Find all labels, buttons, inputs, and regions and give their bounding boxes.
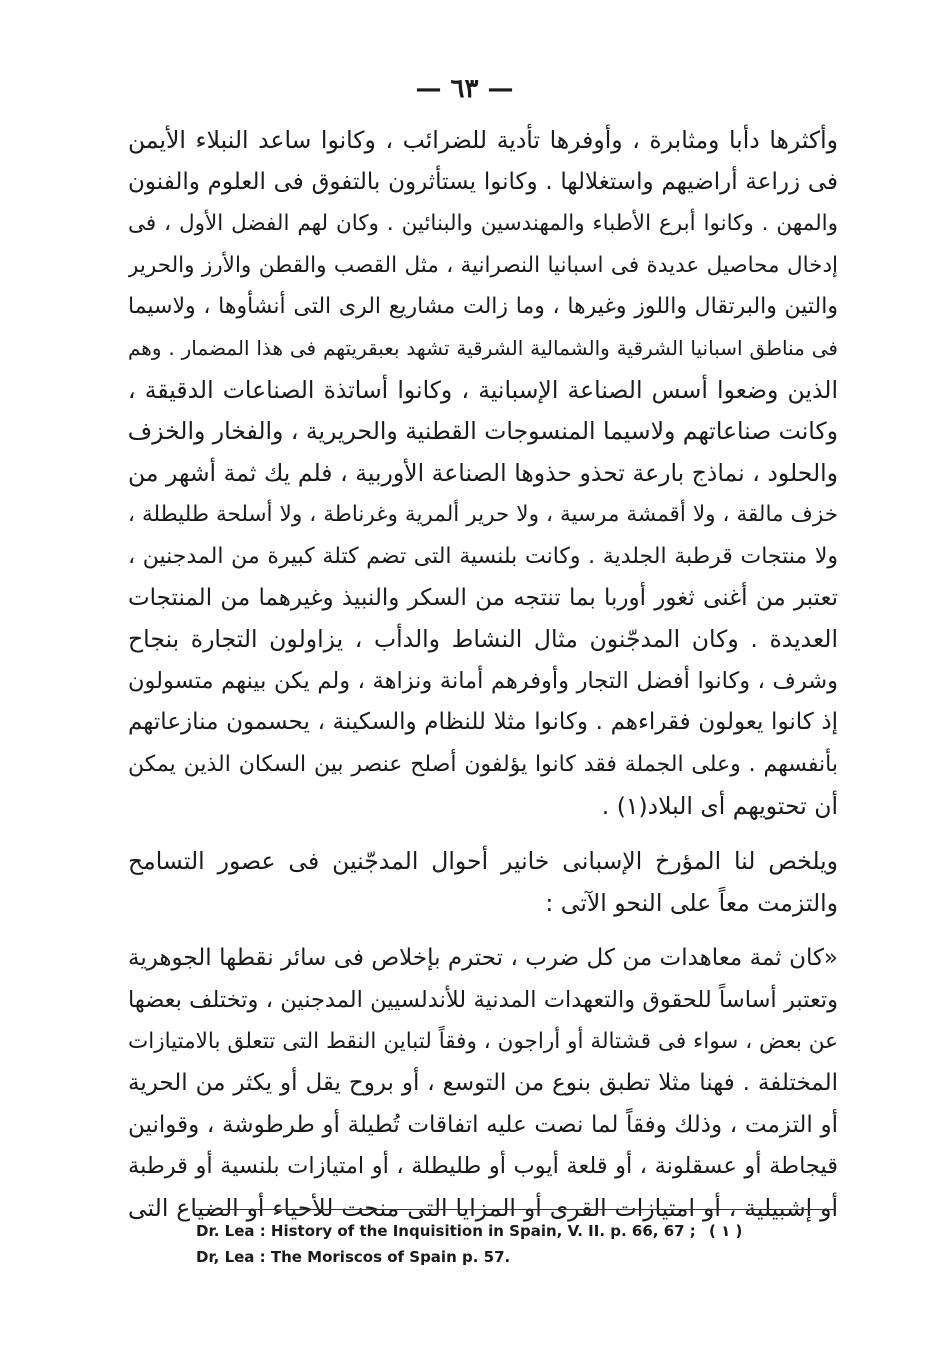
text-line: والحلود ، نماذج بارعة تحذو حذوها الصناعة الأوربية ، فلم يك ثمة أشهر من: [128, 458, 838, 487]
text-line: فى مناطق اسبانيا الشرقية والشمالية الشرقية تشهد بعبقريتهم فى هذا المضمار . وهم: [128, 335, 838, 360]
text-line: ويلخص لنا المؤرخ الإسبانى خانير أحوال المدجّنين فى عصور التسامح: [128, 847, 838, 876]
text-line: والتين والبرتقال واللوز وغيرها ، وما زالت مشاريع الرى التى أنشأوها ، ولاسيما: [128, 294, 838, 320]
paragraph-2: [128, 841, 838, 924]
text-line: والتزمت معاً على النحو الآتى :: [545, 888, 838, 917]
footnote-2: [196, 1244, 836, 1270]
footnote-text: Dr, Lea : The Moriscos of Spain p. 57.: [196, 1248, 511, 1266]
text-line: بأنفسهم . وعلى الجملة فقد كانوا يؤلفون أصلح عنصر بين السكان الذين يمكن: [128, 751, 838, 777]
page-number: — ٦٣ —: [415, 74, 514, 104]
paragraph-1: [128, 120, 838, 827]
text-line: الذين وضعوا أسس الصناعة الإسبانية ، وكانوا أساتذة الصناعات الدقيقة ،: [128, 375, 838, 404]
text-line: أو إشبيلية ، أو امتيازات القرى أو المزايا التى منحت للأحياء أو الضياع التى: [128, 1193, 838, 1222]
text-line: وكانت صناعاتهم ولاسيما المنسوجات القطنية والحريرية ، والفخار والخزف: [128, 417, 838, 446]
text-line: تعتبر من أغنى ثغور أوربا بما تنتجه من السكر والنبيذ وغيرهما من المنتجات: [128, 584, 838, 611]
footnote-1: [196, 1218, 836, 1244]
text-line: عن بعض ، سواء فى قشتالة أو أراجون ، وفقاً لتباين النقط التى تتعلق بالامتيازات: [128, 1029, 838, 1055]
footnote-divider: [196, 1209, 836, 1210]
text-line: وتعتبر أساساً للحقوق والتعهدات المدنية للأندلسيين المدجنين ، وتختلف بعضها: [128, 986, 838, 1013]
text-line: وشرف ، وكانوا أفضل التجار وأوفرهم أمانة ونزاهة ، ولم يكن بينهم متسولون: [128, 667, 838, 694]
text-line: إدخال محاصيل عديدة فى اسبانيا النصرانية ، مثل القصب والقطن والأرز والحرير: [128, 252, 838, 278]
text-line: وأكثرها دأبا ومثابرة ، وأوفرها تأدية للضرائب ، وكانوا ساعد النبلاء الأيمن: [128, 126, 838, 154]
text-line: ولا منتجات قرطبة الجلدية . وكانت بلنسية التى تضم كتلة كبيرة من المدجنين ،: [128, 543, 838, 569]
text-line: والمهن . وكانوا أبرع الأطباء والمهندسين والبنائين . وكان لهم الفضل الأول ، فى: [128, 211, 838, 237]
body-text: [128, 120, 838, 1229]
paragraph-3-quote: [128, 938, 838, 1229]
text-line: إذ كانوا يعولون فقراءهم . وكانوا مثلا للنظام والسكينة ، يحسمون منازعاتهم: [128, 709, 838, 736]
text-line: خزف مالقة ، ولا أقمشة مرسية ، ولا حرير ألمرية وغرناطة ، ولا أسلحة طليطلة ،: [128, 502, 838, 528]
text-line: أو التزمت ، وذلك وفقاً لما نصت عليه اتفاقات تُطيلة أو طرطوشة ، وقوانين: [128, 1111, 838, 1138]
text-line: قيجاطة أو عسقلونة ، أو قلعة أيوب أو طليطلة ، أو امتيازات بلنسية أو قرطبة: [128, 1153, 838, 1180]
footnotes: [196, 1218, 836, 1270]
text-line: أن تحتويهم أى البلاد(١) .: [601, 791, 838, 820]
paragraph-gap: [128, 924, 838, 938]
paragraph-gap: [128, 827, 838, 841]
footnote-marker: ( ١ ): [709, 1222, 743, 1240]
text-line: «كان ثمة معاهدات من كل ضرب ، تحترم بإخلاص فى سائر نقطها الجوهرية: [128, 945, 838, 972]
text-line: العديدة . وكان المدجّنون مثال النشاط والدأب ، يزاولون التجارة بنجاح: [128, 625, 838, 654]
text-line: المختلفة . فهنا مثلا تطبق بنوع من التوسع ، أو بروح يقل أو يكثر من الحرية: [128, 1070, 838, 1097]
text-line: فى زراعة أراضيهم واستغلالها . وكانوا يستأثرون بالتفوق فى العلوم والفنون: [128, 168, 838, 195]
footnote-text: Dr. Lea : History of the Inquisition in Spain, V. II. p. 66, 67 ;: [196, 1222, 696, 1240]
